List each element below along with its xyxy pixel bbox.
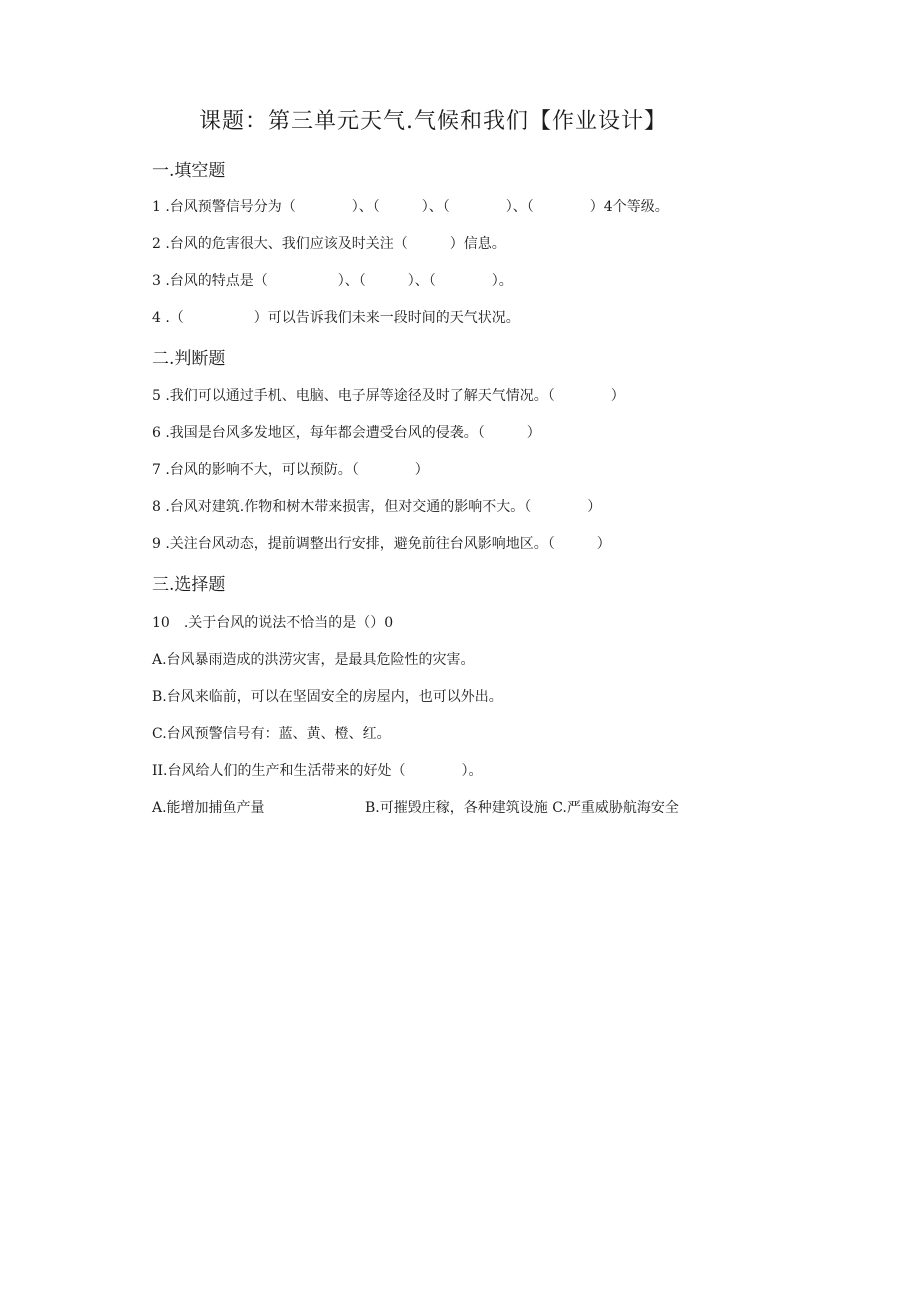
question-8: 8 .台风对建筑.作物和树木带来损害，但对交通的影响不大。（ ） [152, 499, 602, 515]
question-11-option-b-c: B.可摧毁庄稼，各种建筑设施 C.严重威胁航海安全 [365, 800, 679, 816]
question-10-option-c: C.台风预警信号有：蓝、黄、橙、红。 [152, 726, 391, 742]
question-4: 4 .（ ）可以告诉我们未来一段时间的天气状况。 [152, 310, 520, 326]
question-7: 7 .台风的影响不大，可以预防。（ ） [152, 462, 429, 478]
question-11: II.台风给人们的生产和生活带来的好处（ ）。 [152, 763, 483, 779]
section-heading-true-false: 二.判断题 [152, 349, 226, 369]
question-2: 2 .台风的危害很大、我们应该及时关注（ ）信息。 [152, 236, 506, 252]
document-title: 课题：第三单元天气.气候和我们【作业设计】 [199, 109, 667, 134]
question-9: 9 .关注台风动态，提前调整出行安排，避免前往台风影响地区。（ ） [152, 536, 611, 552]
question-1: 1 .台风预警信号分为（ ）、（ ）、（ ）、（ ）4个等级。 [152, 199, 669, 215]
question-3: 3 .台风的特点是（ ）、（ ）、（ ）。 [152, 273, 513, 289]
question-10-option-a: A.台风暴雨造成的洪涝灾害，是最具危险性的灾害。 [152, 652, 475, 668]
section-heading-fill-blank: 一.填空题 [152, 161, 226, 181]
question-6: 6 .我国是台风多发地区，每年都会遭受台风的侵袭。（ ） [152, 425, 541, 441]
section-heading-multiple-choice: 三.选择题 [152, 575, 226, 595]
question-11-option-a: A.能增加捕鱼产量 [152, 800, 265, 816]
question-5: 5 .我们可以通过手机、电脑、电子屏等途径及时了解天气情况。（ ） [152, 388, 625, 404]
question-10-option-b: B.台风来临前，可以在坚固安全的房屋内，也可以外出。 [152, 689, 503, 705]
question-10: 10 .关于台风的说法不恰当的是（）0 [152, 615, 394, 631]
